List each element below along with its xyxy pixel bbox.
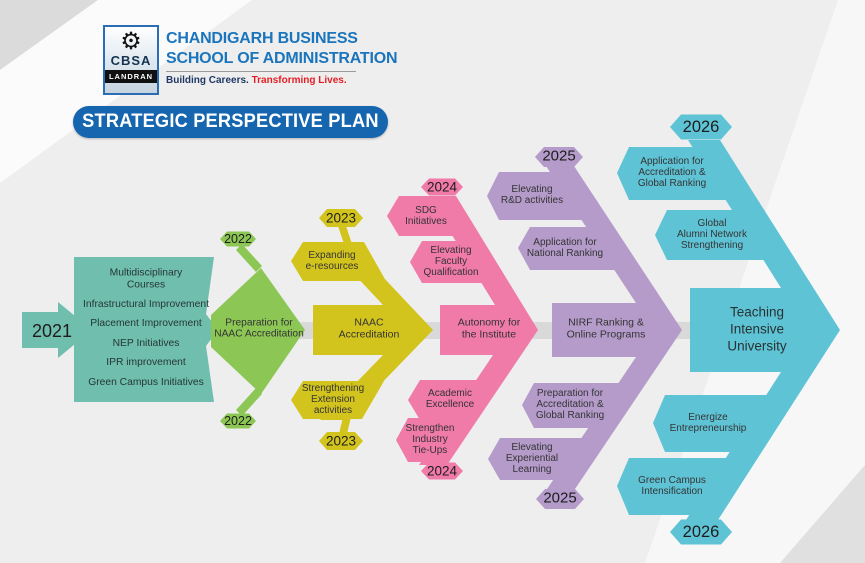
item-2021-multidisciplinary: Multidisciplinary Courses <box>109 267 183 290</box>
item-2021-green-campus: Green Campus Initiatives <box>88 377 204 389</box>
branch-2025-prep-accreditation: Preparation for Accreditation & Global Ranking <box>535 388 605 422</box>
branch-2025-experiential: Elevating Experiential Learning <box>505 442 559 476</box>
branch-2026-entrepreneurship: Energize Entrepreneurship <box>669 411 747 434</box>
branch-2024-faculty: Elevating Faculty Qualification <box>423 245 479 279</box>
plan-title: STRATEGIC PERSPECTIVE PLAN <box>82 111 379 132</box>
plan-title-banner <box>73 106 388 138</box>
item-2021-infrastructure: Infrastructural Improvement <box>83 299 209 311</box>
year-label-2026-top: 2026 <box>682 117 720 136</box>
milestone-2023-center: NAAC Accreditation <box>338 316 400 340</box>
cbsa-logo <box>103 25 159 95</box>
branch-2025-national-ranking: Application for National Ranking <box>526 236 604 259</box>
tagline-secondary: Transforming Lives. <box>251 75 347 86</box>
header-divider <box>166 71 356 72</box>
milestone-2025-center: NIRF Ranking & Online Programs <box>566 316 646 340</box>
branch-2026-alumni: Global Alumni Network Strengthening <box>676 218 748 252</box>
item-2021-nep: NEP Initiatives <box>112 338 180 350</box>
year-label-2026-bottom: 2026 <box>682 522 720 541</box>
branch-2023-expanding-eresources: Expanding e-resources <box>305 249 359 272</box>
year-label-2022-bottom: 2022 <box>224 414 252 428</box>
tagline-primary: Building Careers. <box>166 75 252 86</box>
institution-name: CHANDIGARH BUSINESS SCHOOL OF ADMINISTRATION <box>166 30 398 67</box>
year-label-2023-bottom: 2023 <box>325 433 357 449</box>
year-label-2024-bottom: 2024 <box>426 463 458 479</box>
gear-icon: ⚙ <box>120 27 142 55</box>
stem-2022-top <box>236 244 262 272</box>
year-label-2024-top: 2024 <box>426 179 458 195</box>
stem-2022-bottom <box>236 388 262 416</box>
branch-2023-strengthening-extension: Strengthening Extension activities <box>301 383 365 417</box>
stem-2023-top <box>338 226 352 244</box>
year-label-2022-top: 2022 <box>224 232 252 246</box>
year-label-2021: 2021 <box>31 320 73 341</box>
year-label-2023-top: 2023 <box>325 210 357 226</box>
branch-2026-accreditation-global: Application for Accreditation & Global Ranking <box>637 156 707 190</box>
milestone-2024-center: Autonomy for the Institute <box>457 316 521 340</box>
branch-2024-academic: Academic Excellence <box>425 387 475 410</box>
logo-campus: LANDRAN <box>105 70 157 83</box>
branch-2024-industry: Strengthen Industry Tie-Ups <box>405 423 455 457</box>
branch-2024-sdg: SDG Initiatives <box>405 204 447 227</box>
milestone-2022-center: Preparation for NAAC Accreditation <box>214 317 304 340</box>
tagline <box>166 75 347 86</box>
item-2021-placement: Placement Improvement <box>90 318 202 330</box>
branch-2026-green-campus: Green Campus Intensification <box>638 474 706 497</box>
milestone-2026-center: Teaching Intensive University <box>727 304 787 354</box>
year-label-2025-top: 2025 <box>542 147 576 165</box>
logo-acronym: CBSA <box>110 53 152 68</box>
item-2021-ipr: IPR improvement <box>106 357 186 369</box>
year-label-2025-bottom: 2025 <box>543 489 577 507</box>
branch-2025-rnd: Elevating R&D activities <box>500 183 564 206</box>
